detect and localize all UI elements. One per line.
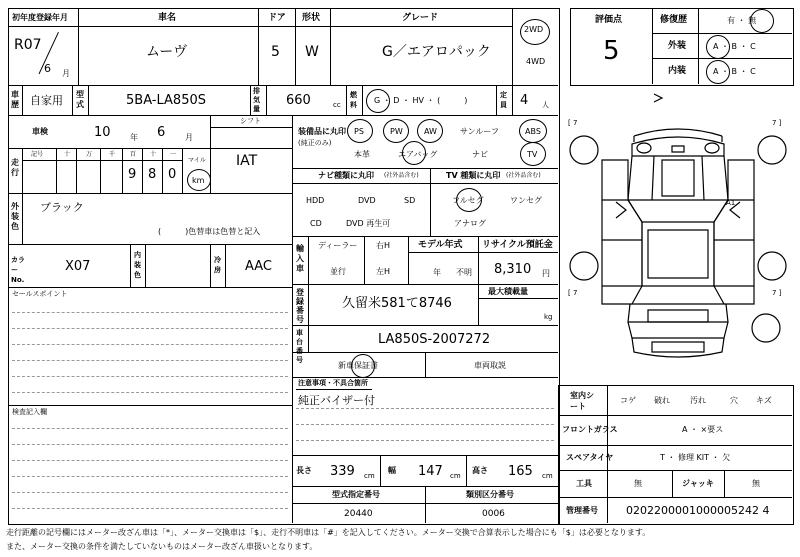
navi-label: ナビ種類に丸印 xyxy=(318,171,374,180)
equip-aw: AW xyxy=(424,127,437,136)
displacement-value: 660 xyxy=(286,93,311,108)
mileage-unit-km: km xyxy=(192,176,205,185)
inspector-label: 検査記入欄 xyxy=(12,408,47,416)
vehicle-use: 自家用 xyxy=(30,94,63,107)
equip-aw-circle xyxy=(417,119,443,143)
exterior-label: 外装 xyxy=(668,41,687,51)
ac-label: 冷房 xyxy=(214,256,221,274)
width-value: 147 xyxy=(418,464,443,479)
model-label: 型式 xyxy=(76,90,84,109)
sheet-burn: コゲ xyxy=(620,396,636,405)
score-label: 評価点 xyxy=(595,15,623,25)
equip-tv: TV xyxy=(527,150,538,159)
bracket-top-right: 7 ] xyxy=(772,119,782,127)
equip-ps: PS xyxy=(354,127,364,136)
door-value: 5 xyxy=(271,44,280,60)
interior-label: 内装 xyxy=(668,66,687,76)
bracket-bottom-left: [ 7 xyxy=(568,289,578,297)
sheet-hole: 穴 xyxy=(730,396,738,405)
door-label: ドア xyxy=(268,13,286,23)
designation-value: 20440 xyxy=(344,509,373,519)
mileage-header-2: 万 xyxy=(86,151,93,158)
exterior-a-circle xyxy=(706,35,730,59)
capacity-unit: 人 xyxy=(542,101,549,109)
interior-a-circle xyxy=(706,60,730,84)
max-load-unit: kg xyxy=(544,313,553,321)
management-label: 管理番号 xyxy=(566,506,598,515)
mileage-header-6: 一 xyxy=(170,151,177,158)
sheet-scratch: キズ xyxy=(756,396,772,405)
fuel-options: G ・ D ・ HV ・ ( ) xyxy=(374,96,468,105)
mileage-digit-ten: 8 xyxy=(148,167,157,182)
repair-label: 修復歴 xyxy=(660,15,688,25)
equip-navi: ナビ xyxy=(472,150,488,159)
import-label: 輸入車 xyxy=(296,244,304,273)
tools-label: 工具 xyxy=(576,479,592,488)
inspection-year: 10 xyxy=(94,125,111,140)
equip-abs-circle xyxy=(519,119,547,143)
equip-leather: 本革 xyxy=(354,150,370,159)
mileage-header-1: 十 xyxy=(64,151,71,158)
drive-2wd: 2WD xyxy=(524,25,544,34)
bracket-bottom-right: 7 ] xyxy=(772,289,782,297)
model-year-unit: 年 xyxy=(433,268,441,277)
displacement-label: 排気量 xyxy=(253,87,260,113)
notes-text: 純正バイザー付 xyxy=(298,394,375,407)
mileage-header-5: 十 xyxy=(150,151,157,158)
navi-sd: SD xyxy=(404,196,416,205)
tv-oneseg: ワンセグ xyxy=(510,196,542,205)
designation-label: 型式指定番号 xyxy=(332,490,380,499)
tv-sub: (社外品含む) xyxy=(506,172,541,179)
recycle-label: リサイクル預託金 xyxy=(482,240,553,250)
inspection-year-unit: 年 xyxy=(130,133,138,142)
sheet-stain: 汚れ xyxy=(690,396,706,405)
notes-label: 注意事項・不具合箇所 xyxy=(298,379,368,387)
interior-sheet-label: 室内シート xyxy=(570,391,594,411)
tv-analog: アナログ xyxy=(454,219,486,228)
inspection-month-unit: 月 xyxy=(185,133,193,142)
length-value: 339 xyxy=(330,464,355,479)
height-unit: cm xyxy=(542,472,553,480)
color-no-label: カラーNo. xyxy=(11,256,25,284)
navi-cd: CD xyxy=(310,219,322,228)
equip-tv-circle xyxy=(520,142,546,166)
equip-airbag: エアバッグ xyxy=(398,150,438,159)
management-value: 0202200001000005242 4 xyxy=(626,504,770,517)
recycle-unit: 円 xyxy=(542,269,550,278)
interior-value: A ・ B ・ C xyxy=(713,67,756,76)
recycle-value: 8,310 xyxy=(494,262,532,277)
tools-value: 無 xyxy=(634,479,642,488)
max-load-label: 最大積載量 xyxy=(488,287,528,296)
mileage-header-4: 百 xyxy=(130,151,137,158)
displacement-unit: cc xyxy=(333,101,341,109)
bracket-top-left: [ 7 xyxy=(568,119,578,127)
warranty-circle xyxy=(351,354,375,378)
registration-value: 久留米581て8746 xyxy=(342,296,452,311)
mileage-digit-one: 0 xyxy=(168,167,177,182)
model-year-label: モデル年式 xyxy=(418,240,463,250)
width-unit: cm xyxy=(450,472,461,480)
front-glass-options: A ・ ×要ス xyxy=(682,425,724,434)
chassis-label: 車台番号 xyxy=(296,329,303,364)
exterior-value: A ・ B ・ C xyxy=(713,42,756,51)
import-dealer: ディーラー xyxy=(318,241,358,250)
inspection-month: 6 xyxy=(157,125,166,140)
mileage-label: 走行 xyxy=(11,158,19,177)
navi-dvd: DVD xyxy=(358,196,376,205)
score-value: 5 xyxy=(603,36,620,66)
damage-marker-a1: A1 xyxy=(726,199,736,207)
equip-airbag-circle xyxy=(402,141,426,165)
fuel-g-circle xyxy=(366,89,390,113)
first-reg-label: 初年度登録年月 xyxy=(12,13,68,22)
spare-tire-label: スペアタイヤ xyxy=(566,453,614,462)
import-parallel: 並行 xyxy=(330,267,346,276)
repair-value: 有 ・ 無 xyxy=(727,16,757,25)
manual-label: 車両取説 xyxy=(474,361,506,370)
length-label: 長さ xyxy=(296,466,312,475)
tv-label: TV 種類に丸印 xyxy=(446,171,501,180)
shift-value: IAT xyxy=(236,153,258,169)
equip-ps-circle xyxy=(347,119,373,143)
capacity-label: 定員 xyxy=(500,91,507,109)
interior-color-label: 内装色 xyxy=(134,251,141,279)
grade-label: グレード xyxy=(402,13,439,23)
import-right: 右H xyxy=(376,241,391,250)
class-label: 類別区分番号 xyxy=(466,490,514,499)
sheet-tear: 破れ xyxy=(654,396,670,405)
footer-line-1: 走行距離の記号欄にはメーター改ざん車は「*」、メーター交換車は「$」、走行不明車は「#」を記入してください。メーター交換で合算表示した場合にも「$」は必要となります。 xyxy=(6,528,651,537)
equip-abs: ABS xyxy=(525,127,541,136)
height-label: 高さ xyxy=(472,466,488,475)
color-value: ブラック xyxy=(40,201,84,214)
length-unit: cm xyxy=(364,472,375,480)
registration-label: 登録番号 xyxy=(296,288,304,324)
first-reg-month: 6 xyxy=(44,62,51,75)
color-no-value: X07 xyxy=(65,259,91,274)
jack-value: 無 xyxy=(752,479,760,488)
tv-fullseg-circle xyxy=(456,188,482,212)
mileage-header-3: 千 xyxy=(109,151,116,158)
shape-value: W xyxy=(305,44,319,60)
navi-dvd-play: DVD 再生可 xyxy=(346,219,391,228)
spare-tire-options: T ・ 修理 KIT ・ 欠 xyxy=(660,453,731,462)
mileage-header-0: 記号 xyxy=(31,151,44,158)
ac-value: AAC xyxy=(245,259,272,274)
inspection-label: 車検 xyxy=(32,127,48,136)
jack-label: ジャッキ xyxy=(682,479,714,488)
mileage-digit-hundred: 9 xyxy=(128,167,137,182)
warranty-label: 新車保証書 xyxy=(338,361,378,370)
drive-2wd-circle xyxy=(520,19,550,45)
vehicle-label: 車歴 xyxy=(11,90,19,109)
equipment-sub-label: (純正のみ) xyxy=(298,139,332,147)
model-value: 5BA-LA850S xyxy=(126,93,206,108)
shape-label: 形状 xyxy=(302,13,321,23)
chassis-value: LA850S-2007272 xyxy=(378,332,491,347)
front-glass-label: フロントガラス xyxy=(562,425,618,434)
equip-pw: PW xyxy=(390,127,403,136)
first-reg-year: R07 xyxy=(14,37,42,53)
color-label: 外装色 xyxy=(11,202,19,231)
mile-label: マイル xyxy=(188,157,206,164)
color-note: ( )色替車は色替と記入 xyxy=(158,227,261,236)
shift-label: シフト xyxy=(240,117,261,125)
first-reg-month-unit: 月 xyxy=(62,69,70,78)
tv-fullseg: フルセグ xyxy=(452,196,484,205)
equipment-label: 装備品に丸印 xyxy=(298,127,346,136)
class-value: 0006 xyxy=(482,509,505,519)
capacity-value: 4 xyxy=(520,93,529,108)
car-name: ムーヴ xyxy=(146,44,188,60)
model-year-unknown: 不明 xyxy=(456,268,472,277)
navi-sub: (社外品含む) xyxy=(384,172,419,179)
km-circle xyxy=(187,169,211,191)
grade-value: G／エアロパック xyxy=(382,44,491,60)
sales-point-label: セールスポイント xyxy=(12,290,68,298)
equip-pw-circle xyxy=(383,119,409,143)
height-value: 165 xyxy=(508,464,533,479)
footer-line-2: また、メーター交換の条件を満たしていないものはメーター改ざん車扱いとなります。 xyxy=(6,542,318,551)
car-damage-diagram xyxy=(562,90,794,380)
repair-none-circle xyxy=(750,9,774,33)
car-name-label: 車名 xyxy=(158,13,177,23)
width-label: 幅 xyxy=(388,466,396,475)
drive-4wd: 4WD xyxy=(526,57,546,66)
fuel-label: 燃料 xyxy=(350,91,357,109)
navi-hdd: HDD xyxy=(306,196,325,205)
equip-sunroof: サンルーフ xyxy=(460,127,499,136)
import-left: 左H xyxy=(376,267,391,276)
